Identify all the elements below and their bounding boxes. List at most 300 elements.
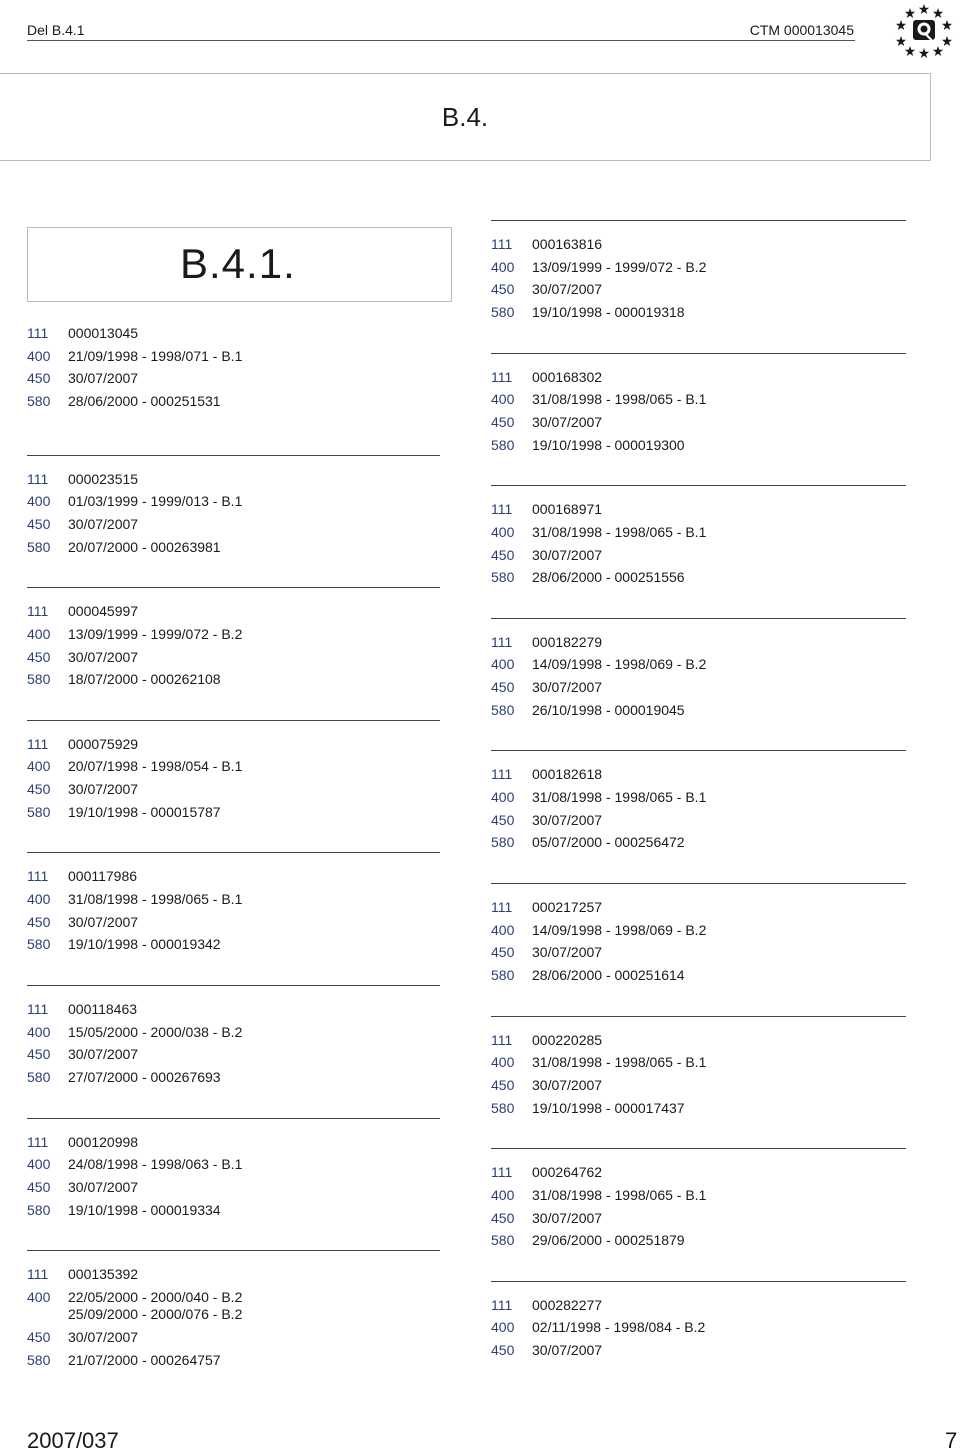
field-values (68, 490, 242, 513)
field-value: 05/07/2000 - 000256472 (532, 834, 685, 851)
field-value: 26/10/1998 - 000019045 (532, 701, 685, 718)
field-value: 30/07/2007 (532, 679, 603, 696)
field-value: 30/07/2007 (532, 1342, 603, 1359)
eu-stars-logo-icon (893, 2, 955, 60)
field-values (68, 733, 138, 756)
field-row-400 (491, 919, 906, 942)
record-separator (491, 750, 906, 751)
field-value: 30/07/2007 (68, 1178, 139, 1195)
field-values (532, 1339, 602, 1362)
field-values (532, 1184, 706, 1207)
field-code: 450 (491, 811, 515, 828)
field-value: 30/07/2007 (68, 781, 139, 798)
record-separator (27, 1250, 440, 1251)
field-values (68, 1326, 138, 1349)
field-value: 31/08/1998 - 1998/065 - B.1 (532, 789, 707, 806)
field-values (68, 1289, 242, 1323)
field-code: 111 (27, 603, 49, 620)
field-code: 400 (27, 891, 51, 908)
field-row-450 (491, 1074, 906, 1097)
field-row-111 (27, 733, 440, 756)
field-value: 000075929 (68, 735, 139, 752)
field-value: 01/03/1999 - 1999/013 - B.1 (68, 493, 243, 510)
field-values (68, 865, 137, 888)
field-code: 450 (27, 1178, 51, 1195)
field-row-400 (27, 1153, 440, 1176)
field-value: 19/10/1998 - 000019342 (68, 936, 221, 953)
field-row-450 (491, 941, 906, 964)
field-row-580 (491, 566, 906, 589)
field-values (532, 1074, 602, 1097)
field-row-111 (27, 1263, 440, 1286)
field-values (532, 1161, 602, 1184)
field-row-450 (491, 1207, 906, 1230)
field-value: 000163816 (532, 236, 603, 252)
field-value: 000264762 (532, 1164, 603, 1181)
record-entry (27, 852, 440, 985)
field-code: 580 (27, 393, 51, 410)
field-row-111 (491, 233, 906, 256)
record-separator (491, 485, 906, 486)
record-entry (491, 220, 906, 353)
field-row-450 (491, 1339, 906, 1362)
field-code: 580 (491, 701, 515, 718)
field-values (532, 278, 602, 301)
record-entry (491, 485, 906, 618)
left-column (27, 322, 440, 1383)
field-value: 18/07/2000 - 000262108 (68, 671, 221, 688)
field-value: 000182618 (532, 766, 603, 783)
field-row-450 (27, 1326, 440, 1349)
field-row-450 (491, 278, 906, 301)
header-rule (27, 40, 855, 41)
field-value: 30/07/2007 (68, 913, 139, 930)
field-code: 580 (27, 1069, 51, 1086)
field-value: 25/09/2000 - 2000/076 - B.2 (68, 1305, 243, 1322)
field-code: 450 (491, 1209, 515, 1226)
field-value: 21/07/2000 - 000264757 (68, 1351, 221, 1368)
field-values (68, 390, 221, 413)
record-entry (491, 1148, 906, 1281)
field-row-400 (491, 1051, 906, 1074)
field-code: 111 (491, 368, 513, 385)
field-values (68, 778, 138, 801)
field-values (532, 301, 685, 324)
field-values (68, 911, 138, 934)
field-code: 580 (27, 936, 51, 953)
field-row-580 (491, 434, 906, 457)
footer-page-number: 7 (945, 1428, 958, 1453)
field-values (68, 345, 242, 368)
record-entry (491, 618, 906, 751)
field-row-580 (491, 831, 906, 854)
field-row-450 (27, 1043, 440, 1066)
field-code: 111 (491, 633, 513, 650)
field-value: 19/10/1998 - 000015787 (68, 803, 221, 820)
field-row-400 (491, 1184, 906, 1207)
field-values (68, 1349, 221, 1372)
record-separator (491, 1281, 906, 1282)
field-row-400 (27, 490, 440, 513)
record-separator (27, 852, 440, 853)
field-row-111 (27, 322, 440, 345)
field-values (68, 888, 242, 911)
field-row-111 (27, 998, 440, 1021)
field-code: 580 (27, 803, 51, 820)
field-values (532, 831, 685, 854)
field-value: 000120998 (68, 1133, 139, 1150)
field-row-400 (27, 1021, 440, 1044)
field-values (532, 544, 602, 567)
field-code: 450 (27, 1046, 51, 1063)
record-entry (27, 1118, 440, 1251)
record-entry (491, 883, 906, 1016)
record-entry (27, 720, 440, 853)
field-values (68, 1153, 242, 1176)
field-code: 400 (491, 391, 515, 408)
field-code: 111 (27, 1000, 49, 1017)
field-row-580 (27, 1349, 440, 1372)
record-entry (27, 985, 440, 1118)
field-values (68, 998, 137, 1021)
field-value: 000045997 (68, 603, 139, 620)
field-values (532, 411, 602, 434)
field-value: 31/08/1998 - 1998/065 - B.1 (532, 523, 707, 540)
field-row-580 (491, 1097, 906, 1120)
field-values (532, 1051, 706, 1074)
record-separator (27, 1118, 440, 1119)
field-code: 450 (491, 1342, 515, 1359)
field-code: 450 (491, 414, 515, 430)
field-value: 000013045 (68, 325, 139, 341)
field-code: 580 (491, 967, 515, 984)
field-code: 111 (491, 1296, 513, 1313)
field-value: 000168971 (532, 501, 603, 518)
field-code: 450 (491, 1076, 515, 1093)
field-values (532, 676, 602, 699)
field-values (532, 521, 706, 544)
field-code: 111 (27, 735, 49, 752)
field-value: 30/07/2007 (532, 281, 603, 298)
field-code: 580 (491, 569, 515, 586)
field-code: 111 (27, 1266, 49, 1283)
field-value: 000220285 (532, 1031, 603, 1048)
field-values (68, 536, 221, 559)
field-value: 30/07/2007 (68, 1328, 139, 1345)
field-value: 22/05/2000 - 2000/040 - B.2 (68, 1288, 243, 1305)
field-code: 580 (491, 304, 515, 321)
record-separator (27, 587, 440, 588)
field-values (68, 801, 221, 824)
field-row-111 (491, 1029, 906, 1052)
field-row-580 (27, 933, 440, 956)
subsection-title: B.4.1. (180, 240, 296, 287)
field-row-111 (491, 366, 906, 389)
field-value: 31/08/1998 - 1998/065 - B.1 (532, 391, 707, 408)
field-row-580 (491, 301, 906, 324)
field-row-580 (27, 536, 440, 559)
field-values (68, 1043, 138, 1066)
field-code: 111 (27, 470, 49, 487)
field-row-111 (27, 865, 440, 888)
field-value: 30/07/2007 (532, 1209, 603, 1226)
field-values (68, 322, 138, 345)
field-row-400 (491, 521, 906, 544)
field-row-450 (491, 544, 906, 567)
record-entry (491, 353, 906, 486)
subsection-heading-box (27, 227, 452, 302)
field-values (532, 964, 685, 987)
field-value: 15/05/2000 - 2000/038 - B.2 (68, 1023, 243, 1040)
field-code: 400 (27, 1156, 51, 1173)
field-code: 450 (491, 679, 515, 696)
field-value: 000182279 (532, 633, 603, 650)
field-values (532, 233, 602, 256)
field-code: 400 (491, 1054, 515, 1071)
field-values (68, 367, 138, 390)
field-value: 28/06/2000 - 000251531 (68, 393, 221, 410)
field-values (532, 498, 602, 521)
field-value: 19/10/1998 - 000017437 (532, 1099, 685, 1116)
field-row-111 (491, 1294, 906, 1317)
field-row-580 (27, 1199, 440, 1222)
field-code: 450 (27, 648, 51, 665)
field-code: 400 (27, 1288, 51, 1305)
field-code: 111 (27, 1133, 49, 1150)
record-separator (491, 1148, 906, 1149)
record-separator (491, 883, 906, 884)
field-values (68, 668, 221, 691)
field-values (532, 1029, 602, 1052)
field-row-580 (27, 1066, 440, 1089)
field-row-450 (27, 513, 440, 536)
field-value: 30/07/2007 (68, 370, 139, 387)
field-row-450 (27, 367, 440, 390)
field-value: 27/07/2000 - 000267693 (68, 1069, 221, 1086)
field-code: 111 (491, 898, 513, 915)
field-value: 13/09/1999 - 1999/072 - B.2 (68, 625, 243, 642)
field-code: 450 (27, 516, 51, 532)
field-value: 19/10/1998 - 000019318 (532, 304, 685, 321)
record-entry (27, 455, 440, 588)
field-code: 111 (491, 1164, 513, 1181)
field-code: 580 (27, 538, 51, 555)
field-row-450 (491, 411, 906, 434)
field-code: 450 (27, 1328, 51, 1345)
field-values (532, 653, 706, 676)
field-row-111 (491, 763, 906, 786)
field-code: 580 (491, 1099, 515, 1116)
field-row-111 (491, 1161, 906, 1184)
record-entry (491, 1281, 906, 1414)
field-code: 400 (491, 1186, 515, 1203)
record-entry (27, 322, 440, 455)
field-values (532, 699, 685, 722)
field-values (68, 646, 138, 669)
field-values (68, 1021, 242, 1044)
record-separator (27, 985, 440, 986)
field-code: 400 (491, 789, 515, 806)
field-value: 14/09/1998 - 1998/069 - B.2 (532, 656, 707, 673)
section-title: B.4. (441, 102, 489, 132)
field-code: 111 (27, 325, 49, 341)
record-separator (491, 220, 906, 221)
field-code: 450 (27, 370, 51, 387)
header-left-text: Del B.4.1 (27, 22, 85, 38)
field-row-400 (27, 1289, 440, 1323)
field-row-400 (491, 653, 906, 676)
header-right-text: CTM 000013045 (749, 22, 854, 38)
record-separator (491, 1016, 906, 1017)
record-separator (491, 618, 906, 619)
field-row-450 (27, 911, 440, 934)
field-code: 400 (27, 758, 51, 775)
record-separator (491, 353, 906, 354)
field-value: 20/07/1998 - 1998/054 - B.1 (68, 758, 243, 775)
field-values (532, 256, 706, 279)
field-row-400 (27, 345, 440, 368)
field-values (532, 786, 706, 809)
field-values (68, 1199, 221, 1222)
field-value: 21/09/1998 - 1998/071 - B.1 (68, 347, 243, 364)
record-entry (27, 587, 440, 720)
field-values (532, 1316, 705, 1339)
field-values (68, 623, 242, 646)
field-value: 24/08/1998 - 1998/063 - B.1 (68, 1156, 243, 1173)
record-entry (27, 1250, 440, 1383)
field-row-580 (27, 801, 440, 824)
field-row-400 (27, 623, 440, 646)
field-values (532, 566, 685, 589)
field-value: 31/08/1998 - 1998/065 - B.1 (532, 1054, 707, 1071)
field-code: 580 (491, 436, 515, 453)
field-values (68, 755, 242, 778)
field-values (68, 1131, 138, 1154)
field-values (532, 1097, 685, 1120)
field-value: 000282277 (532, 1296, 603, 1313)
field-values (68, 1263, 138, 1286)
field-row-400 (491, 388, 906, 411)
field-row-111 (27, 600, 440, 623)
field-value: 19/10/1998 - 000019334 (68, 1201, 221, 1218)
field-code: 580 (491, 834, 515, 851)
field-row-450 (27, 646, 440, 669)
field-values (532, 388, 706, 411)
field-value: 000023515 (68, 470, 139, 487)
field-values (532, 809, 602, 832)
field-code: 111 (491, 766, 513, 783)
field-values (532, 919, 706, 942)
field-value: 30/07/2007 (68, 1046, 139, 1063)
field-values (68, 468, 138, 491)
section-heading-box (0, 73, 931, 161)
field-values (532, 896, 602, 919)
field-row-111 (491, 498, 906, 521)
field-row-400 (491, 786, 906, 809)
field-row-450 (27, 1176, 440, 1199)
field-value: 30/07/2007 (68, 648, 139, 665)
record-separator (27, 720, 440, 721)
field-values (68, 933, 221, 956)
field-row-400 (27, 888, 440, 911)
field-row-111 (27, 1131, 440, 1154)
field-row-580 (491, 1229, 906, 1252)
field-value: 30/07/2007 (532, 944, 603, 961)
field-values (68, 513, 138, 536)
field-value: 000168302 (532, 368, 603, 385)
field-code: 580 (27, 671, 51, 688)
field-value: 000117986 (68, 868, 138, 885)
field-values (532, 434, 685, 457)
field-code: 450 (27, 781, 51, 798)
field-values (68, 1176, 138, 1199)
field-value: 000118463 (68, 1000, 138, 1017)
field-value: 13/09/1999 - 1999/072 - B.2 (532, 258, 707, 275)
field-values (532, 941, 602, 964)
field-value: 20/07/2000 - 000263981 (68, 538, 221, 555)
field-value: 30/07/2007 (68, 516, 139, 532)
field-value: 19/10/1998 - 000019300 (532, 436, 685, 453)
field-code: 450 (491, 546, 515, 563)
field-value: 000217257 (532, 898, 603, 915)
footer-issue-number: 2007/037 (27, 1428, 119, 1453)
field-row-111 (491, 896, 906, 919)
field-value: 30/07/2007 (532, 546, 603, 563)
field-value: 31/08/1998 - 1998/065 - B.1 (532, 1186, 707, 1203)
field-code: 111 (491, 1031, 513, 1048)
field-values (532, 631, 602, 654)
field-row-450 (491, 809, 906, 832)
field-value: 28/06/2000 - 000251614 (532, 967, 685, 984)
field-row-580 (491, 699, 906, 722)
field-value: 14/09/1998 - 1998/069 - B.2 (532, 921, 707, 938)
record-entry (491, 750, 906, 883)
field-code: 400 (27, 625, 51, 642)
field-code: 450 (491, 281, 515, 298)
field-row-400 (491, 256, 906, 279)
field-values (532, 1229, 685, 1252)
field-row-580 (491, 964, 906, 987)
field-value: 30/07/2007 (532, 1076, 603, 1093)
field-code: 580 (27, 1351, 51, 1368)
field-row-450 (491, 676, 906, 699)
field-value: 30/07/2007 (532, 414, 603, 430)
right-column (491, 220, 906, 1413)
field-code: 400 (491, 921, 515, 938)
field-row-111 (491, 631, 906, 654)
record-separator (27, 455, 440, 456)
field-value: 31/08/1998 - 1998/065 - B.1 (68, 891, 243, 908)
field-row-450 (27, 778, 440, 801)
field-code: 111 (491, 236, 513, 252)
field-code: 580 (27, 1201, 51, 1218)
field-code: 111 (491, 501, 513, 518)
field-values (532, 763, 602, 786)
field-row-400 (27, 755, 440, 778)
field-code: 450 (491, 944, 515, 961)
field-values (68, 600, 138, 623)
field-code: 400 (491, 1319, 515, 1336)
field-values (68, 1066, 221, 1089)
field-code: 400 (27, 493, 51, 510)
field-values (532, 1294, 602, 1317)
field-code: 400 (491, 258, 515, 275)
field-row-580 (27, 390, 440, 413)
field-code: 400 (27, 347, 51, 364)
record-entry (491, 1016, 906, 1149)
field-code: 400 (491, 523, 515, 540)
field-code: 400 (27, 1023, 51, 1040)
